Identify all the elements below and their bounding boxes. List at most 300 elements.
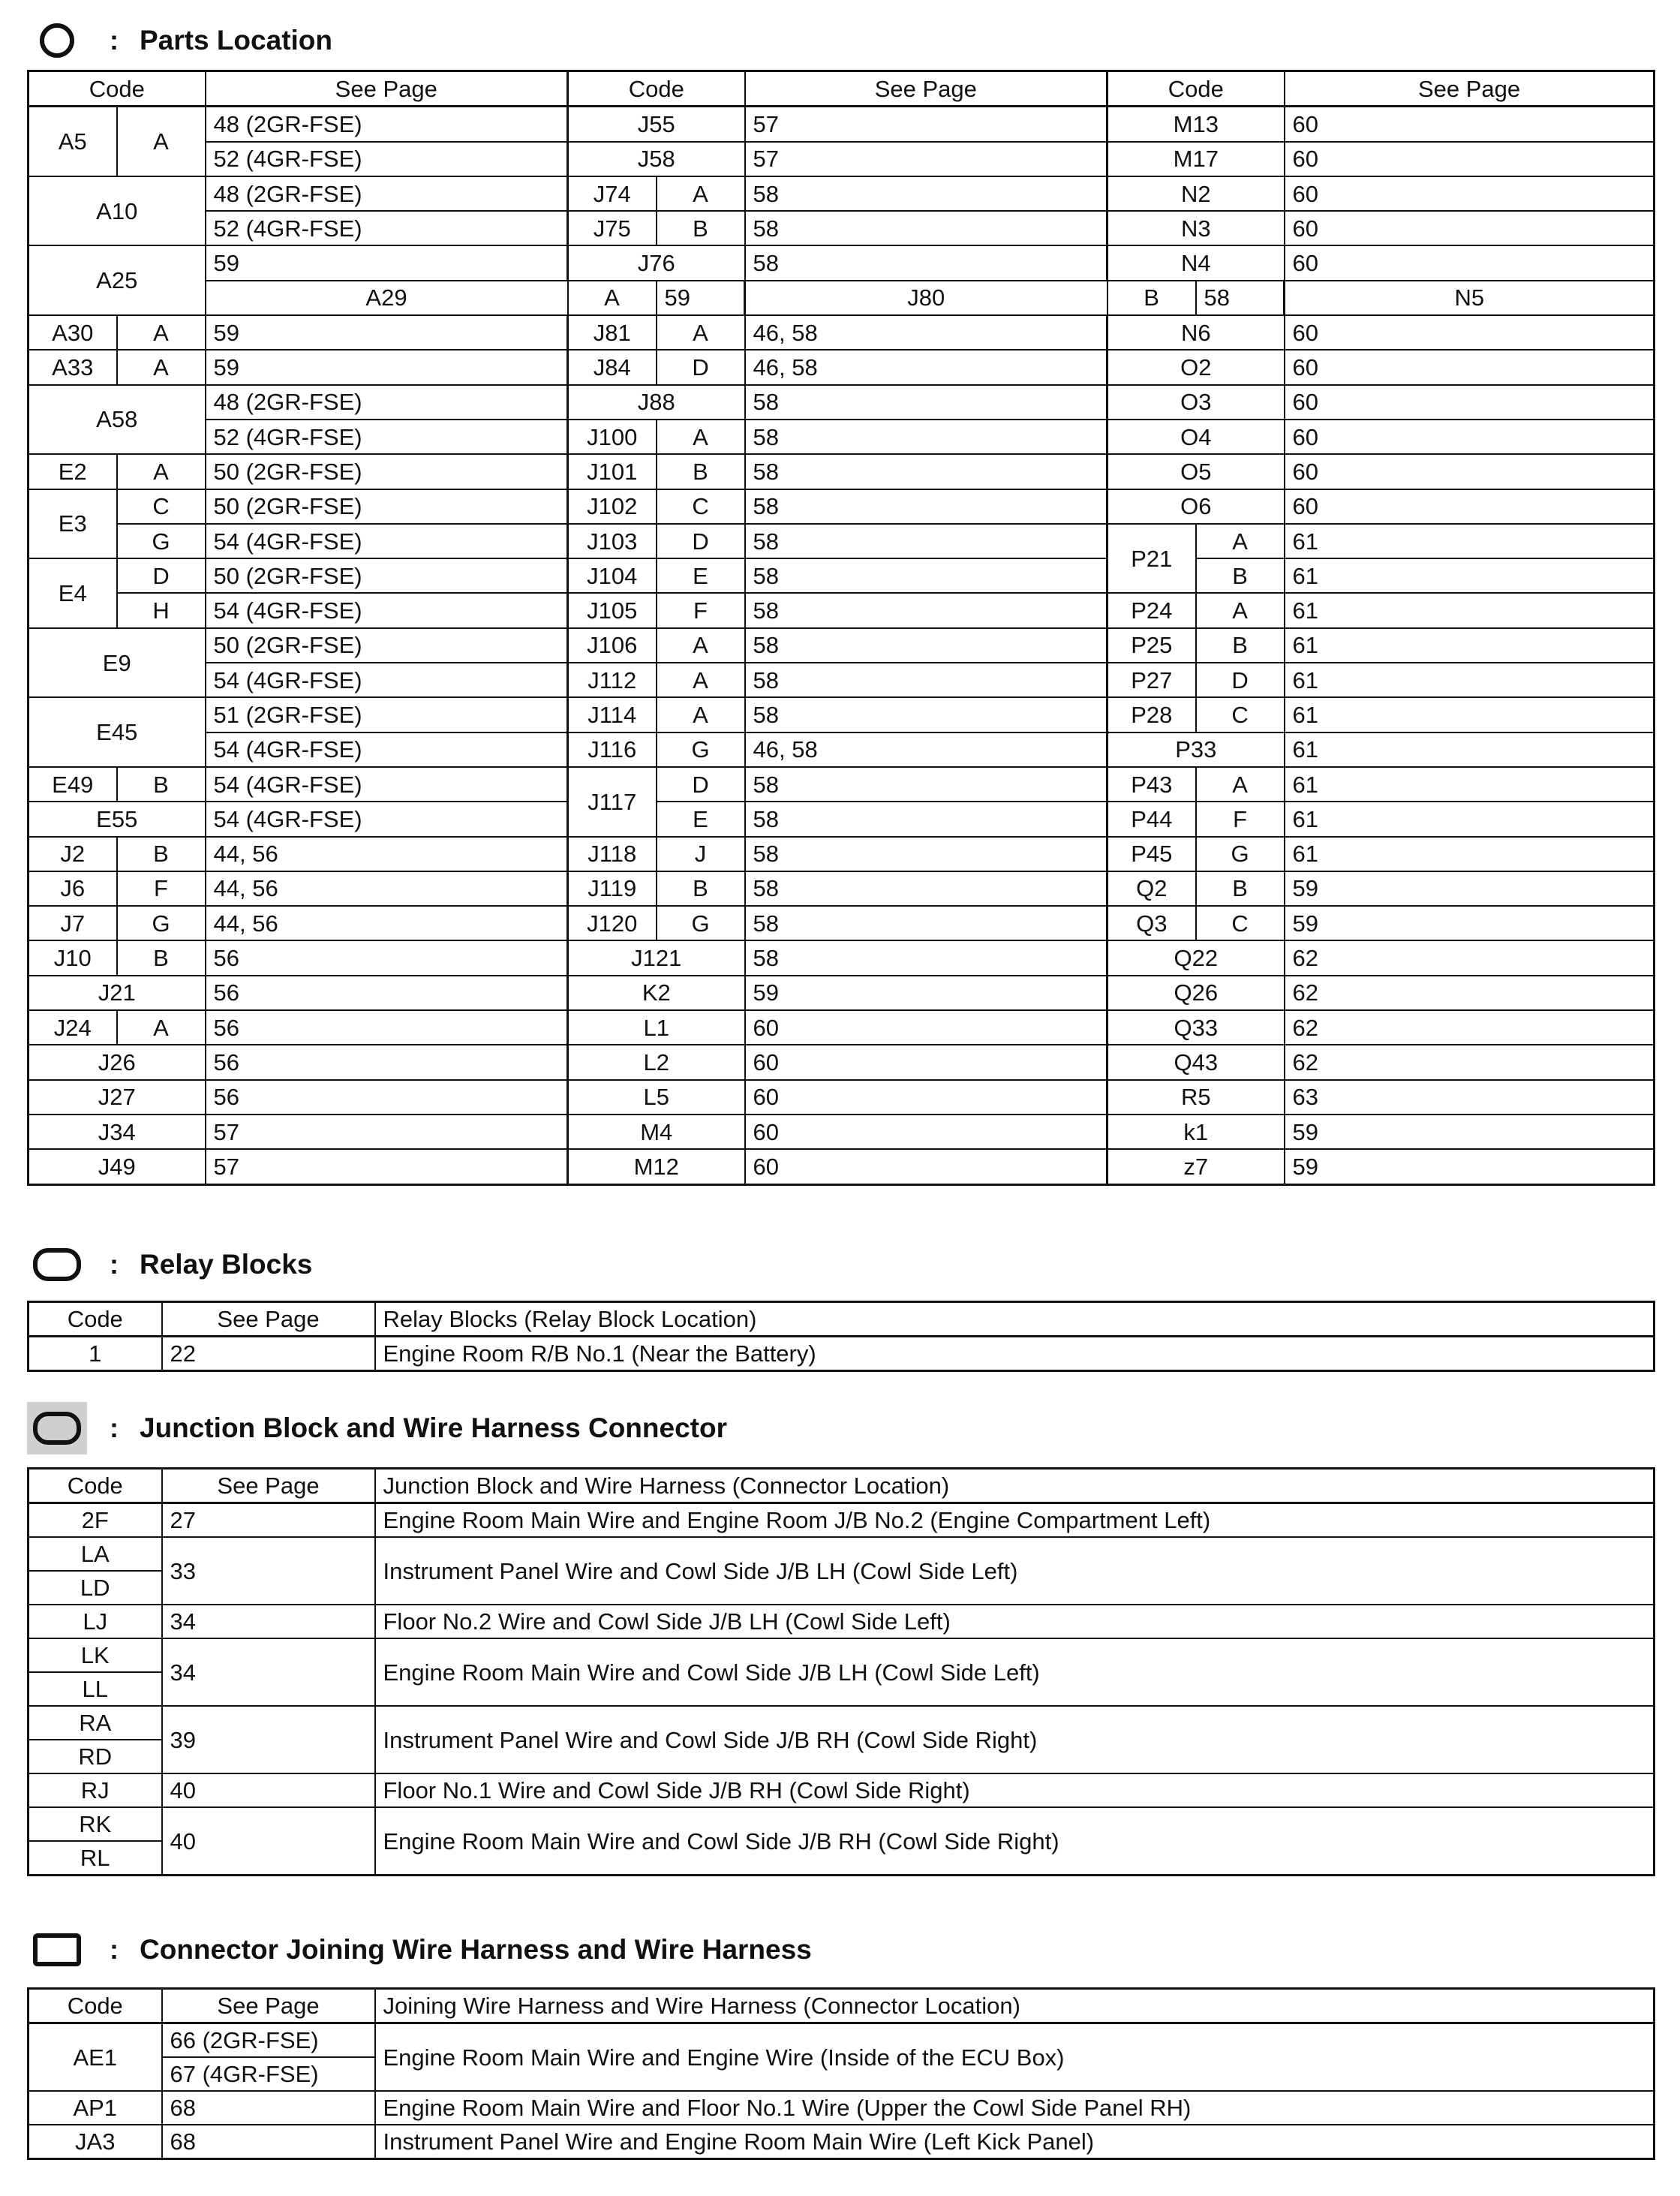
- part-code: J26: [29, 1045, 206, 1079]
- connector-letter: A: [568, 281, 657, 315]
- see-page: 60: [1285, 107, 1654, 142]
- section-title: Parts Location: [140, 25, 332, 56]
- part-code: J117: [568, 767, 657, 837]
- column-header: See Page: [162, 1469, 375, 1503]
- location-description: Engine Room Main Wire and Engine Wire (Inside of the ECU Box): [375, 2023, 1654, 2092]
- part-code: P27: [1107, 663, 1196, 697]
- part-code: P24: [1107, 593, 1196, 627]
- table-row: [29, 1045, 1654, 1079]
- part-code: J88: [568, 385, 745, 420]
- see-page: 44, 56: [206, 837, 568, 871]
- see-page: 68: [162, 2091, 375, 2125]
- header-row: [29, 1989, 1654, 2023]
- connector-letter: A: [117, 315, 206, 350]
- connector-letter: C: [657, 489, 745, 524]
- see-page: 61: [1285, 767, 1654, 802]
- part-code: O3: [1107, 385, 1285, 420]
- see-page: 39: [162, 1706, 375, 1773]
- see-page: 62: [1285, 1045, 1654, 1079]
- part-code: Q26: [1107, 976, 1285, 1010]
- connector-letter: A: [117, 107, 206, 176]
- see-page: 54 (4GR-FSE): [206, 733, 568, 767]
- column-header: Code: [29, 71, 206, 107]
- table-row: [29, 1080, 1654, 1115]
- see-page: 63: [1285, 1080, 1654, 1115]
- see-page: 46, 58: [745, 733, 1107, 767]
- part-code: J103: [568, 524, 657, 558]
- code-cell: LJ: [29, 1605, 162, 1638]
- connector-letter: B: [657, 871, 745, 906]
- see-page: 56: [206, 976, 568, 1010]
- relay-blocks-table: [27, 1301, 1655, 1372]
- see-page: 56: [206, 940, 568, 975]
- part-code: J118: [568, 837, 657, 871]
- part-code: J105: [568, 593, 657, 627]
- part-code: L5: [568, 1080, 745, 1115]
- see-page: 59: [206, 315, 568, 350]
- see-page: 44, 56: [206, 906, 568, 940]
- column-header: Code: [1107, 71, 1285, 107]
- header-row: [29, 1469, 1654, 1503]
- see-page: 40: [162, 1773, 375, 1807]
- part-code: J21: [29, 976, 206, 1010]
- see-page: 58: [745, 837, 1107, 871]
- part-code: A29: [206, 281, 568, 315]
- part-code: J100: [568, 420, 657, 454]
- table-row: [29, 1337, 1654, 1371]
- colon: :: [110, 1249, 119, 1280]
- part-code: Q22: [1107, 940, 1285, 975]
- part-code: E4: [29, 558, 117, 628]
- part-code: J24: [29, 1010, 117, 1045]
- connector-letter: B: [117, 940, 206, 975]
- connector-letter: F: [117, 871, 206, 906]
- table-row: [29, 837, 1654, 871]
- table-row: [29, 1638, 1654, 1672]
- see-page: 59: [206, 350, 568, 384]
- see-page: 46, 58: [745, 350, 1107, 384]
- part-code: N5: [1285, 281, 1654, 315]
- table-row: [29, 2023, 1654, 2058]
- part-code: J106: [568, 628, 657, 663]
- table-row: [29, 628, 1654, 663]
- part-code: z7: [1107, 1149, 1285, 1184]
- part-code: J121: [568, 940, 745, 975]
- parts-location-heading: [27, 18, 332, 63]
- table-row: [29, 524, 1654, 558]
- connector-letter: D: [657, 767, 745, 802]
- connector-letter: B: [117, 837, 206, 871]
- part-code: J2: [29, 837, 117, 871]
- see-page: 60: [1285, 385, 1654, 420]
- part-code: P33: [1107, 733, 1285, 767]
- see-page: 58: [745, 697, 1107, 732]
- part-code: E45: [29, 697, 206, 767]
- part-code: O2: [1107, 350, 1285, 384]
- connector-letter: D: [117, 558, 206, 593]
- code-cell: JA3: [29, 2125, 162, 2159]
- connector-letter: G: [657, 906, 745, 940]
- section-title: Connector Joining Wire Harness and Wire Harness: [140, 1934, 812, 1965]
- column-header: Code: [29, 1469, 162, 1503]
- see-page: 56: [206, 1080, 568, 1115]
- circle-icon: [27, 18, 87, 63]
- see-page: 48 (2GR-FSE): [206, 385, 568, 420]
- see-page: 58: [745, 489, 1107, 524]
- see-page: 58: [745, 524, 1107, 558]
- see-page: 58: [745, 906, 1107, 940]
- table-row: [29, 350, 1654, 384]
- connector-letter: A: [657, 176, 745, 211]
- part-code: K2: [568, 976, 745, 1010]
- table-row: [29, 1010, 1654, 1045]
- see-page: 50 (2GR-FSE): [206, 454, 568, 489]
- part-code: J58: [568, 142, 745, 176]
- see-page: 54 (4GR-FSE): [206, 767, 568, 802]
- see-page: 59: [1285, 1149, 1654, 1184]
- part-code: A58: [29, 385, 206, 455]
- code-cell: RJ: [29, 1773, 162, 1807]
- part-code: J112: [568, 663, 657, 697]
- part-code: P45: [1107, 837, 1196, 871]
- table-row: [29, 663, 1654, 697]
- part-code: A10: [29, 176, 206, 246]
- part-code: M4: [568, 1115, 745, 1149]
- see-page: 34: [162, 1638, 375, 1706]
- part-code: O6: [1107, 489, 1285, 524]
- part-code: Q3: [1107, 906, 1196, 940]
- location-description: Engine Room Main Wire and Floor No.1 Wire (Upper the Cowl Side Panel RH): [375, 2091, 1654, 2125]
- rectangle-icon: [27, 1927, 87, 1972]
- see-page: 50 (2GR-FSE): [206, 489, 568, 524]
- part-code: M13: [1107, 107, 1285, 142]
- part-code: J27: [29, 1080, 206, 1115]
- connector-letter: D: [657, 524, 745, 558]
- see-page: 58: [745, 558, 1107, 593]
- part-code: L2: [568, 1045, 745, 1079]
- part-code: E2: [29, 454, 117, 489]
- see-page: 22: [162, 1337, 375, 1371]
- see-page: 60: [1285, 142, 1654, 176]
- table-row: [29, 1773, 1654, 1807]
- connector-letter: B: [1196, 558, 1285, 593]
- code-cell: RA: [29, 1706, 162, 1740]
- connector-letter: F: [1196, 802, 1285, 836]
- see-page: 54 (4GR-FSE): [206, 593, 568, 627]
- part-code: J7: [29, 906, 117, 940]
- relay-blocks-heading: [27, 1242, 312, 1287]
- code-cell: RK: [29, 1807, 162, 1841]
- part-code: N2: [1107, 176, 1285, 211]
- connector-letter: A: [117, 350, 206, 384]
- see-page: 59: [206, 245, 568, 280]
- colon: :: [110, 1412, 119, 1443]
- see-page: 54 (4GR-FSE): [206, 524, 568, 558]
- connector-letter: B: [1107, 281, 1196, 315]
- code-cell: LL: [29, 1672, 162, 1706]
- connector-letter: F: [657, 593, 745, 627]
- section-title: Junction Block and Wire Harness Connector: [140, 1412, 727, 1443]
- see-page: 54 (4GR-FSE): [206, 663, 568, 697]
- connector-letter: A: [117, 454, 206, 489]
- see-page: 67 (4GR-FSE): [162, 2057, 375, 2091]
- table-row: [29, 454, 1654, 489]
- part-code: P44: [1107, 802, 1196, 836]
- colon: :: [110, 25, 119, 56]
- connector-joining-table: [27, 1987, 1655, 2160]
- connector-letter: G: [117, 524, 206, 558]
- location-description: Engine Room Main Wire and Engine Room J/B No.2 (Engine Compartment Left): [375, 1503, 1654, 1538]
- column-header: See Page: [206, 71, 568, 107]
- part-code: J120: [568, 906, 657, 940]
- part-code: J10: [29, 940, 117, 975]
- see-page: 58: [745, 454, 1107, 489]
- connector-letter: A: [1196, 767, 1285, 802]
- location-description: Engine Room Main Wire and Cowl Side J/B RH (Cowl Side Right): [375, 1807, 1654, 1876]
- part-code: O5: [1107, 454, 1285, 489]
- table-row: [29, 1537, 1654, 1571]
- see-page: 58: [745, 628, 1107, 663]
- part-code: J55: [568, 107, 745, 142]
- table-row: [29, 1706, 1654, 1740]
- table-row: [29, 2091, 1654, 2125]
- see-page: 40: [162, 1807, 375, 1876]
- see-page: 61: [1285, 837, 1654, 871]
- code-cell: LK: [29, 1638, 162, 1672]
- see-page: 58: [745, 767, 1107, 802]
- part-code: J75: [568, 211, 657, 245]
- connector-letter: A: [117, 1010, 206, 1045]
- see-page: 59: [1285, 906, 1654, 940]
- table-row: [29, 176, 1654, 211]
- code-cell: LA: [29, 1537, 162, 1571]
- see-page: 34: [162, 1605, 375, 1638]
- see-page: 60: [745, 1080, 1107, 1115]
- table-row: [29, 211, 1654, 245]
- see-page: 60: [745, 1045, 1107, 1079]
- see-page: 58: [1196, 281, 1285, 315]
- see-page: 60: [1285, 454, 1654, 489]
- see-page: 58: [745, 593, 1107, 627]
- see-page: 52 (4GR-FSE): [206, 211, 568, 245]
- location-description: Instrument Panel Wire and Cowl Side J/B LH (Cowl Side Left): [375, 1537, 1654, 1605]
- part-code: Q2: [1107, 871, 1196, 906]
- column-header: See Page: [745, 71, 1107, 107]
- table-row: [29, 245, 1654, 280]
- shaded-rounded-rect-icon: [27, 1406, 87, 1451]
- part-code: E49: [29, 767, 117, 802]
- see-page: 52 (4GR-FSE): [206, 142, 568, 176]
- see-page: 60: [1285, 176, 1654, 211]
- part-code: J6: [29, 871, 117, 906]
- part-code: M12: [568, 1149, 745, 1184]
- location-description: Engine Room Main Wire and Cowl Side J/B LH (Cowl Side Left): [375, 1638, 1654, 1706]
- code-cell: AE1: [29, 2023, 162, 2092]
- part-code: N6: [1107, 315, 1285, 350]
- connector-letter: H: [117, 593, 206, 627]
- part-code: L1: [568, 1010, 745, 1045]
- see-page: 33: [162, 1537, 375, 1605]
- table-row: [29, 107, 1654, 142]
- table-row: [29, 767, 1654, 802]
- see-page: 58: [745, 940, 1107, 975]
- table-row: [29, 1807, 1654, 1841]
- junction-block-table: [27, 1467, 1655, 1876]
- see-page: 52 (4GR-FSE): [206, 420, 568, 454]
- see-page: 59: [1285, 871, 1654, 906]
- part-code: J49: [29, 1149, 206, 1184]
- table-row: [29, 420, 1654, 454]
- see-page: 60: [745, 1010, 1107, 1045]
- location-description: Engine Room R/B No.1 (Near the Battery): [375, 1337, 1654, 1371]
- connector-letter: A: [1196, 524, 1285, 558]
- see-page: 61: [1285, 697, 1654, 732]
- see-page: 27: [162, 1503, 375, 1538]
- table-row: [29, 1115, 1654, 1149]
- part-code: P28: [1107, 697, 1196, 732]
- see-page: 56: [206, 1045, 568, 1079]
- connector-joining-heading: [27, 1927, 812, 1972]
- connector-letter: A: [657, 663, 745, 697]
- connector-letter: E: [657, 558, 745, 593]
- rounded-rect-icon: [27, 1242, 87, 1287]
- part-code: P43: [1107, 767, 1196, 802]
- header-row: [29, 1302, 1654, 1337]
- see-page: 60: [745, 1115, 1107, 1149]
- column-header: Code: [29, 1989, 162, 2023]
- table-row: [29, 733, 1654, 767]
- part-code: J102: [568, 489, 657, 524]
- see-page: 58: [745, 871, 1107, 906]
- location-description: Instrument Panel Wire and Engine Room Main Wire (Left Kick Panel): [375, 2125, 1654, 2159]
- see-page: 57: [206, 1149, 568, 1184]
- see-page: 61: [1285, 558, 1654, 593]
- connector-letter: G: [117, 906, 206, 940]
- part-code: A5: [29, 107, 117, 176]
- part-code: R5: [1107, 1080, 1285, 1115]
- section-title: Relay Blocks: [140, 1249, 313, 1280]
- part-code: E3: [29, 489, 117, 559]
- table-row: [29, 1605, 1654, 1638]
- column-header: Joining Wire Harness and Wire Harness (Connector Location): [375, 1989, 1654, 2023]
- connector-letter: A: [657, 628, 745, 663]
- part-code: J119: [568, 871, 657, 906]
- see-page: 66 (2GR-FSE): [162, 2023, 375, 2058]
- see-page: 59: [1285, 1115, 1654, 1149]
- connector-letter: B: [657, 211, 745, 245]
- part-code: E9: [29, 628, 206, 698]
- table-row: [29, 2125, 1654, 2159]
- column-header: Junction Block and Wire Harness (Connector Location): [375, 1469, 1654, 1503]
- see-page: 59: [657, 281, 745, 315]
- see-page: 57: [745, 107, 1107, 142]
- see-page: 57: [745, 142, 1107, 176]
- table-row: [29, 558, 1654, 593]
- connector-letter: C: [1196, 906, 1285, 940]
- location-description: Instrument Panel Wire and Cowl Side J/B RH (Cowl Side Right): [375, 1706, 1654, 1773]
- see-page: 44, 56: [206, 871, 568, 906]
- see-page: 48 (2GR-FSE): [206, 176, 568, 211]
- see-page: 62: [1285, 1010, 1654, 1045]
- see-page: 58: [745, 663, 1107, 697]
- colon: :: [110, 1934, 119, 1965]
- part-code: J80: [745, 281, 1107, 315]
- parts-location-table: [27, 70, 1655, 1186]
- see-page: 58: [745, 385, 1107, 420]
- connector-letter: J: [657, 837, 745, 871]
- connector-letter: A: [1196, 593, 1285, 627]
- part-code: J104: [568, 558, 657, 593]
- part-code: N4: [1107, 245, 1285, 280]
- connector-letter: B: [117, 767, 206, 802]
- part-code: E55: [29, 802, 206, 836]
- see-page: 48 (2GR-FSE): [206, 107, 568, 142]
- connector-letter: B: [657, 454, 745, 489]
- see-page: 61: [1285, 663, 1654, 697]
- see-page: 60: [1285, 350, 1654, 384]
- part-code: O4: [1107, 420, 1285, 454]
- code-cell: 1: [29, 1337, 162, 1371]
- see-page: 46, 58: [745, 315, 1107, 350]
- location-description: Floor No.2 Wire and Cowl Side J/B LH (Cowl Side Left): [375, 1605, 1654, 1638]
- see-page: 58: [745, 245, 1107, 280]
- table-row: [29, 976, 1654, 1010]
- column-header: See Page: [1285, 71, 1654, 107]
- see-page: 61: [1285, 733, 1654, 767]
- see-page: 61: [1285, 524, 1654, 558]
- part-code: J74: [568, 176, 657, 211]
- see-page: 50 (2GR-FSE): [206, 558, 568, 593]
- see-page: 58: [745, 176, 1107, 211]
- connector-letter: A: [657, 315, 745, 350]
- see-page: 62: [1285, 976, 1654, 1010]
- see-page: 60: [1285, 420, 1654, 454]
- part-code: k1: [1107, 1115, 1285, 1149]
- see-page: 58: [745, 420, 1107, 454]
- see-page: 60: [1285, 211, 1654, 245]
- connector-letter: B: [1196, 628, 1285, 663]
- code-cell: RD: [29, 1740, 162, 1773]
- see-page: 60: [745, 1149, 1107, 1184]
- column-header: Code: [568, 71, 745, 107]
- see-page: 60: [1285, 315, 1654, 350]
- part-code: Q33: [1107, 1010, 1285, 1045]
- part-code: P21: [1107, 524, 1196, 594]
- code-cell: AP1: [29, 2091, 162, 2125]
- location-description: Floor No.1 Wire and Cowl Side J/B RH (Cowl Side Right): [375, 1773, 1654, 1807]
- part-code: J116: [568, 733, 657, 767]
- column-header: See Page: [162, 1989, 375, 2023]
- connector-letter: D: [1196, 663, 1285, 697]
- table-row: [29, 802, 1654, 836]
- table-row: [29, 593, 1654, 627]
- table-row: [29, 940, 1654, 975]
- part-code: M17: [1107, 142, 1285, 176]
- part-code: J81: [568, 315, 657, 350]
- table-row: [29, 906, 1654, 940]
- table-row: [29, 871, 1654, 906]
- table-row: [29, 489, 1654, 524]
- see-page: 60: [1285, 489, 1654, 524]
- code-cell: RL: [29, 1841, 162, 1876]
- see-page: 57: [206, 1115, 568, 1149]
- part-code: Q43: [1107, 1045, 1285, 1079]
- part-code: A33: [29, 350, 117, 384]
- see-page: 62: [1285, 940, 1654, 975]
- junction-block-heading: [27, 1406, 727, 1451]
- part-code: J34: [29, 1115, 206, 1149]
- column-header: See Page: [162, 1302, 375, 1337]
